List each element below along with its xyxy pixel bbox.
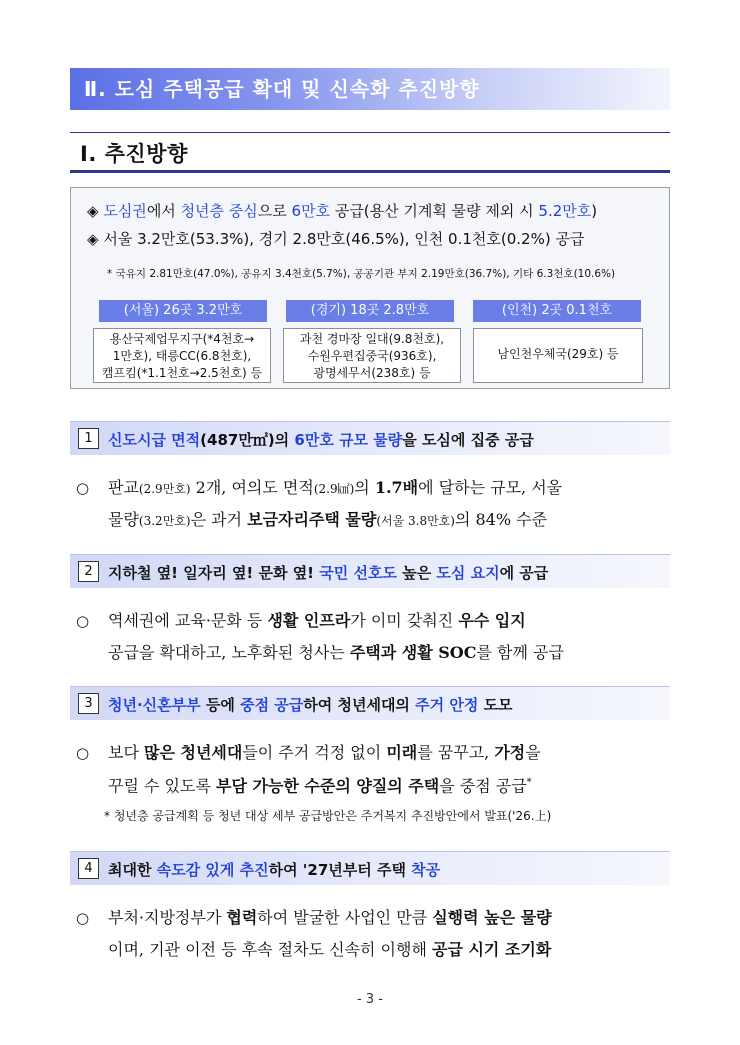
point-heading-text xyxy=(108,694,513,715)
page-number: - 3 - xyxy=(357,992,383,1007)
text-run: 이며, 기관 이전 등 후속 절차도 신속히 이행해 xyxy=(108,940,432,959)
text-run: (3.2만호) xyxy=(138,514,191,528)
text-run: 을 중점 공급 xyxy=(439,776,527,796)
text-run: 신도시급 면적 xyxy=(108,431,201,449)
text-run: 공급을 확대하고, 노후화된 청사는 xyxy=(108,643,350,662)
body-line xyxy=(108,472,562,505)
text-run: (서울 3.8만호) xyxy=(376,514,455,528)
summary-box xyxy=(70,187,670,389)
text-run: 2개, 여의도 면적 xyxy=(190,478,314,497)
text-run: 부처·지방정부가 xyxy=(108,908,227,927)
text-run: 도심권 xyxy=(103,202,147,220)
text-run: 하여 '27년부터 주택 xyxy=(268,861,412,879)
circle-bullet-icon: ○ xyxy=(76,479,90,497)
text-run: 에서 xyxy=(146,202,181,220)
text-run: 광명세무서(238호) 등 xyxy=(313,366,431,380)
point-number-box: 1 xyxy=(78,428,99,449)
point-heading-text xyxy=(108,562,548,583)
text-run: 과천 경마장 일대(9.8천호), xyxy=(299,332,445,346)
text-run: 의 84% 수준 xyxy=(454,510,548,529)
text-run: 우수 입지 xyxy=(458,611,526,630)
text-run: 1.7배 xyxy=(374,478,419,497)
text-run: 최대한 xyxy=(108,861,157,879)
text-run: 남인천우체국(29호) 등 xyxy=(497,347,619,361)
region-body-incheon xyxy=(473,328,643,383)
point-number-box: 2 xyxy=(78,561,99,582)
summary-line-1 xyxy=(87,200,597,221)
text-run: 지하철 옆! 일자리 옆! 문화 옆! xyxy=(108,564,320,582)
section-title: Ⅰ. 추진방향 xyxy=(80,142,188,166)
point-heading-2 xyxy=(70,554,670,588)
text-run: 역세권에 교육·문화 등 xyxy=(108,611,268,630)
text-run: 꾸릴 수 있도록 xyxy=(108,776,216,796)
text-run: 공급 시기 조기화 xyxy=(431,940,552,959)
body-line xyxy=(108,637,564,669)
text-run: 미래 xyxy=(386,743,418,762)
text-run: ) xyxy=(591,202,598,220)
text-run: 용산국제업무지구(*4천호→ xyxy=(109,332,255,346)
text-run: 도모 xyxy=(478,696,513,714)
body-line xyxy=(108,902,552,934)
text-run: 속도감 있게 추진 xyxy=(156,861,269,879)
text-run: 1만호), 태릉CC(6.8천호), xyxy=(112,349,252,363)
chapter-title: Ⅱ. 도심 주택공급 확대 및 신속화 추진방향 xyxy=(70,68,670,110)
text-run: 은 과거 xyxy=(190,510,248,529)
diamond-bullet-icon: ◈ xyxy=(87,202,99,220)
text-run: 물량 xyxy=(108,510,139,529)
text-run: 판교 xyxy=(108,478,139,497)
text-run: 착공 xyxy=(411,861,441,879)
text-run: 보금자리주택 물량 xyxy=(247,510,377,529)
text-run: 들이 주거 걱정 없이 xyxy=(242,743,387,762)
text-run: 국민 선호도 xyxy=(319,564,397,582)
body-line xyxy=(108,504,547,537)
point-heading-text xyxy=(108,859,440,880)
text-run: * xyxy=(526,777,532,788)
body-line xyxy=(108,934,551,966)
text-run: 높은 xyxy=(396,564,437,582)
text-run: 청년·신혼부부 xyxy=(108,696,201,714)
text-run: 으로 xyxy=(257,202,292,220)
text-run: 보다 xyxy=(108,743,144,762)
text-run: 협력 xyxy=(226,908,258,927)
text-run: 6만호 xyxy=(291,202,331,220)
point-3-footnote: * 청년층 공급계획 등 청년 대상 세부 공급방안은 주거복지 추진방안에서 발표('26.上) xyxy=(104,809,552,823)
body-line xyxy=(108,767,532,802)
text-run: 수원우편집중국(936호), xyxy=(307,349,437,363)
point-heading-text xyxy=(108,429,534,450)
diamond-bullet-icon: ◈ xyxy=(87,230,99,248)
text-run: 주택과 생활 SOC xyxy=(349,643,477,662)
text-run: 를 함께 공급 xyxy=(476,643,564,662)
text-run: 실행력 높은 물량 xyxy=(432,908,552,927)
text-run: (2.9만호) xyxy=(138,482,191,496)
summary-note: * 국유지 2.81만호(47.0%), 공유지 3.4천호(5.7%), 공공기관 부지 2.19만호(36.7%), 기타 6.3천호(10.6%) xyxy=(107,268,616,280)
text-run: 서울 3.2만호(53.3%), 경기 2.8만호(46.5%), 인천 0.1천호(0.2%) 공급 xyxy=(103,230,585,248)
text-run: 공급(용산 기계획 물량 제외 시 xyxy=(330,202,539,220)
point-number-box: 4 xyxy=(78,858,99,879)
region-body-gyeonggi xyxy=(283,328,461,383)
text-run: 을 도심에 집중 공급 xyxy=(402,431,534,449)
text-run: (487만㎡)의 xyxy=(200,431,295,449)
point-heading-4 xyxy=(70,851,670,885)
region-head-seoul: (서울) 26곳 3.2만호 xyxy=(99,300,267,322)
text-run: 부담 가능한 수준의 양질의 주택 xyxy=(216,776,440,796)
text-run: 등에 xyxy=(200,696,241,714)
text-run: 캠프킴(*1.1천호→2.5천호) 등 xyxy=(101,366,263,380)
text-run: 중점 공급 xyxy=(240,696,304,714)
text-run: 의 xyxy=(354,478,375,497)
text-run: 6만호 규모 물량 xyxy=(294,431,403,449)
text-run: 을 xyxy=(525,743,541,762)
text-run: 가 이미 갖춰진 xyxy=(350,611,459,630)
body-line xyxy=(108,737,541,769)
text-run: 생활 인프라 xyxy=(267,611,351,630)
summary-line-2 xyxy=(87,228,584,249)
text-run: 하여 청년세대의 xyxy=(303,696,416,714)
text-run: 청년층 중심 xyxy=(180,202,258,220)
text-run: (2.9㎢) xyxy=(313,482,355,496)
circle-bullet-icon: ○ xyxy=(76,612,90,630)
region-body-seoul xyxy=(93,328,271,383)
text-run: 를 꿈꾸고, xyxy=(417,743,495,762)
text-run: 주거 안정 xyxy=(415,696,479,714)
body-line xyxy=(108,605,526,637)
text-run: 도심 요지 xyxy=(436,564,500,582)
text-run: 많은 청년세대 xyxy=(144,743,243,762)
text-run: 하여 발굴한 사업인 만큼 xyxy=(257,908,433,927)
text-run: 가정 xyxy=(494,743,526,762)
text-run: 에 달하는 규모, 서울 xyxy=(418,478,563,497)
circle-bullet-icon: ○ xyxy=(76,909,90,927)
point-heading-3 xyxy=(70,686,670,720)
text-run: 에 공급 xyxy=(499,564,549,582)
region-head-incheon: (인천) 2곳 0.1천호 xyxy=(473,300,641,322)
text-run: 5.2만호 xyxy=(538,202,592,220)
circle-bullet-icon: ○ xyxy=(76,744,90,762)
region-head-gyeonggi: (경기) 18곳 2.8만호 xyxy=(286,300,454,322)
section-top-rule xyxy=(70,132,670,133)
point-number-box: 3 xyxy=(78,693,99,714)
section-bottom-rule xyxy=(70,170,670,173)
point-heading-1 xyxy=(70,421,670,455)
